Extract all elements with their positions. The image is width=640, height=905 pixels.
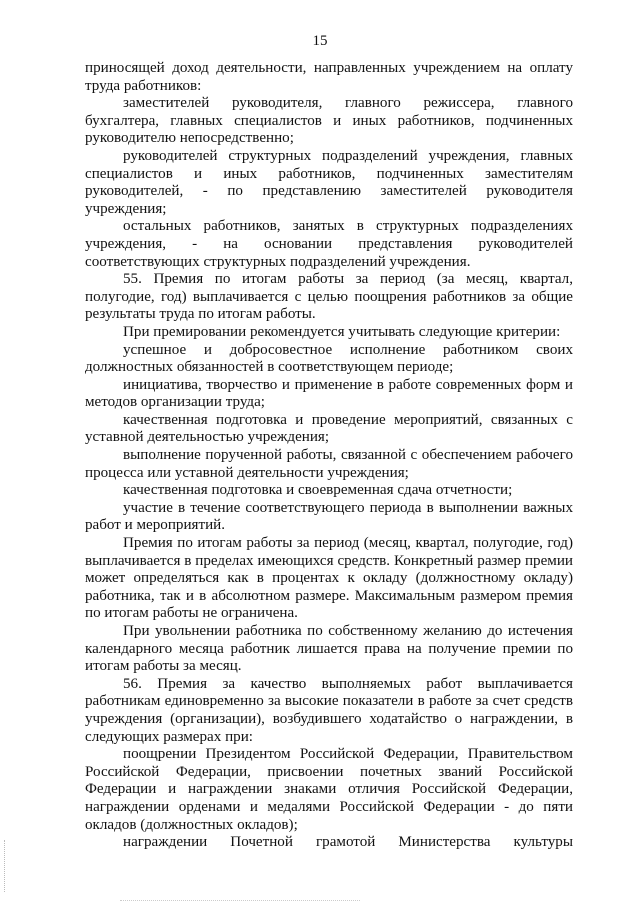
paragraph-intro: приносящей доход деятельности, направленных учреждением на оплату труда работников: bbox=[85, 60, 573, 94]
criterion-assigned-work: выполнение порученной работы, связанной с обеспечением рабочего процесса или уставной деятельности учреждения; bbox=[85, 447, 573, 481]
criterion-participation: участие в течение соответствующего периода в выполнении важных работ и мероприятий. bbox=[85, 499, 573, 534]
clause-55: 55. Премия по итогам работы за период (за месяц, квартал, полугодие, год) выплачивается с целью поощрения работников за общие результаты труда по итогам работы. bbox=[85, 271, 573, 323]
list-item-unit-heads: руководителей структурных подразделений учреждения, главных специалистов и иных работников, подчиненных заместителям руководителей, - по представлению заместителей руководителя учреждения; bbox=[85, 147, 573, 217]
list-item-other-staff: остальных работников, занятых в структурных подразделениях учреждения, - на основании представления руководителей соответствующих структурных подразделений учреждения. bbox=[85, 218, 573, 270]
scan-edge-mark bbox=[4, 840, 6, 892]
criterion-reporting: качественная подготовка и своевременная сдача отчетности; bbox=[123, 482, 513, 499]
dismissal-paragraph: При увольнении работника по собственному желанию до истечения календарного месяца работник лишается права на получение премии по итогам работы за месяц. bbox=[85, 623, 573, 675]
page-number: 15 bbox=[312, 33, 328, 49]
list-item-deputies: заместителей руководителя, главного режиссера, главного бухгалтера, главных специалистов и иных работников, подчиненных руководителю непосредственно; bbox=[85, 95, 573, 147]
document-body bbox=[85, 60, 573, 852]
criteria-intro: При премировании рекомендуется учитывать следующие критерии: bbox=[123, 323, 561, 340]
criterion-initiative: инициатива, творчество и применение в работе современных форм и методов организации труда; bbox=[85, 376, 573, 411]
criterion-duties: успешное и добросовестное исполнение работником своих должностных обязанностей в соответствующем периоде; bbox=[85, 341, 573, 376]
award-ministry-paragraph: награждении Почетной грамотой Министерства культуры bbox=[123, 834, 573, 851]
bonus-amount-paragraph: Премия по итогам работы за период (месяц, квартал, полугодие, год) выплачивается в пределах имеющихся средств. Конкретный размер премии может определяться как в процентах к окладу (должностному окладу) работника, так и в абсолютном размере. Максимальным размером премия по итогам работы не ограничена. bbox=[85, 535, 573, 622]
award-federal-paragraph: поощрении Президентом Российской Федерации, Правительством Российской Федерации, присвоении почетных званий Российской Федерации и награждении знаками отличия Российской Федерации, награждении орденами и медалями Российской Федерации - до пяти окладов (должностных окладов); bbox=[85, 746, 573, 833]
clause-56: 56. Премия за качество выполняемых работ выплачивается работникам единовременно за высокие показатели в работе за счет средств учреждения (организации), возбудившего ходатайство о награждении, в следующих размерах при: bbox=[85, 675, 573, 745]
scan-bottom-edge bbox=[120, 900, 360, 902]
criterion-events: качественная подготовка и проведение мероприятий, связанных с уставной деятельностью учреждения; bbox=[85, 411, 573, 446]
